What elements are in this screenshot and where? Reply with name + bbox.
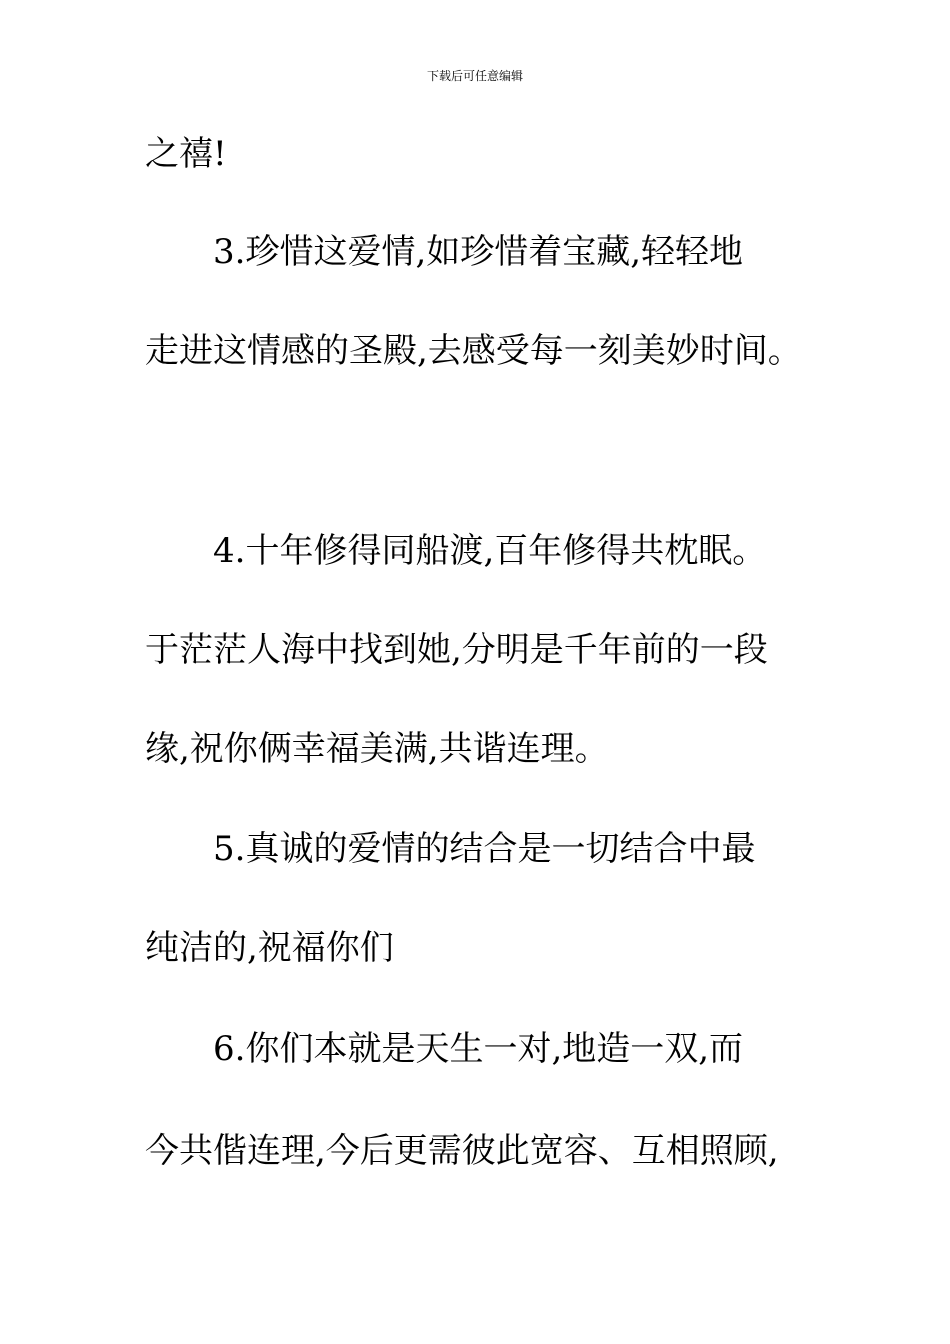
text-line: 纯洁的,祝福你们 xyxy=(145,928,394,968)
header-note: 下载后可任意编辑 xyxy=(426,69,523,83)
text-line: 今共偕连理,今后更需彼此宽容、互相照顾, xyxy=(145,1131,779,1171)
text-line: 6.你们本就是天生一对,地造一双,而 xyxy=(213,1029,744,1069)
text-line: 4.十年修得同船渡,百年修得共枕眠。 xyxy=(213,531,767,571)
text-line: 缘,祝你俩幸福美满,共谐连理。 xyxy=(145,729,609,769)
text-line: 走进这情感的圣殿,去感受每一刻美妙时间。 xyxy=(145,331,802,371)
text-line: 5.真诚的爱情的结合是一切结合中最 xyxy=(213,829,756,869)
text-line: 之禧! xyxy=(145,134,227,174)
text-line: 3.珍惜这爱情,如珍惜着宝藏,轻轻地 xyxy=(213,232,744,272)
text-line: 于茫茫人海中找到她,分明是千年前的一段 xyxy=(145,630,768,670)
